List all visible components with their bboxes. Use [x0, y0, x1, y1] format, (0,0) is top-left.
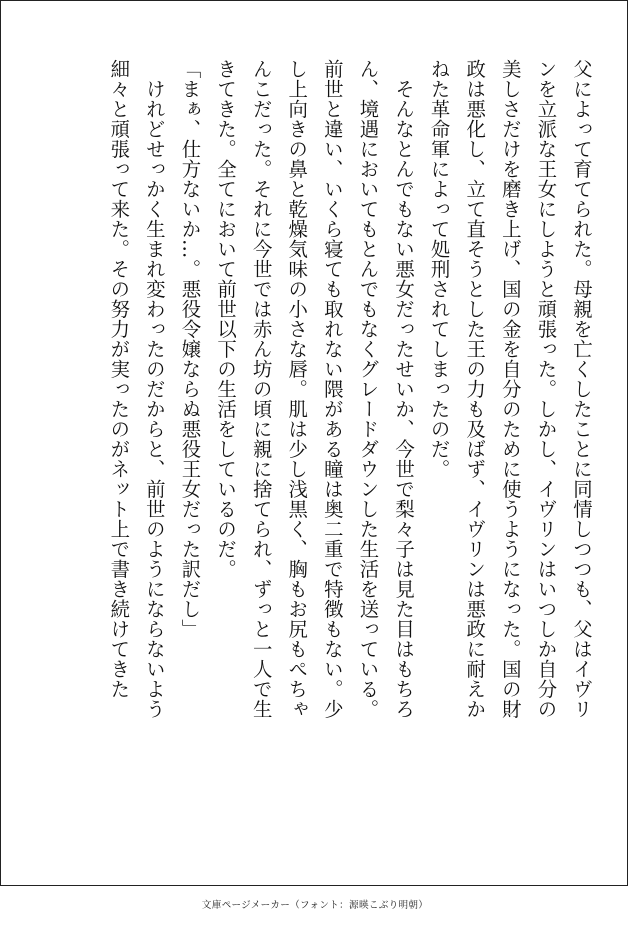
text-column: ん、境遇においてもとんでもなくグレードダウンした生活を送っている。 — [356, 59, 380, 719]
text-column: 「まぁ、仕方ないか…。悪役令嬢ならぬ悪役王女だった訳だし」 — [178, 59, 202, 639]
text-column: 前世と違い、いくら寝ても取れない隈がある瞳は奥二重で特徴もない。少 — [320, 59, 344, 719]
text-column: んこだった。それに今世では赤ん坊の頃に親に捨てられ、ずっと一人で生 — [249, 59, 273, 719]
text-column: そんなとんでもない悪女だったせいか、今世で梨々子は見た目はもちろ — [392, 59, 416, 719]
text-column: ねた革命軍によって処刑されてしまったのだ。 — [427, 59, 451, 479]
text-column: 美しさだけを磨き上げ、国の金を自分のために使うようになった。国の財 — [498, 59, 522, 719]
vertical-text-body — [101, 59, 599, 859]
text-column: ンを立派な王女にしようと頑張った。しかし、イヴリンはいつしか自分の — [534, 59, 558, 719]
text-column: し上向きの鼻と乾燥気味の小さな唇。肌は少し浅黒く、胸もお尻もぺちゃ — [285, 59, 309, 719]
text-column: けれどせっかく生まれ変わったのだからと、前世のようにならないよう — [142, 59, 166, 719]
text-column: きてきた。全てにおいて前世以下の生活をしているのだ。 — [214, 59, 238, 579]
text-column: 政は悪化し、立て直そうとした王の力も及ばず、イヴリンは悪政に耐えか — [463, 59, 487, 719]
text-column: 父によって育てられた。母親を亡くしたことに同情しつつも、父はイヴリ — [570, 59, 593, 719]
footer-credit: 文庫ページメーカー（フォント：源暎こぶり明朝） — [201, 900, 429, 911]
text-column: 細々と頑張って来た。その努力が実ったのがネット上で書き続けてきた — [107, 59, 131, 699]
